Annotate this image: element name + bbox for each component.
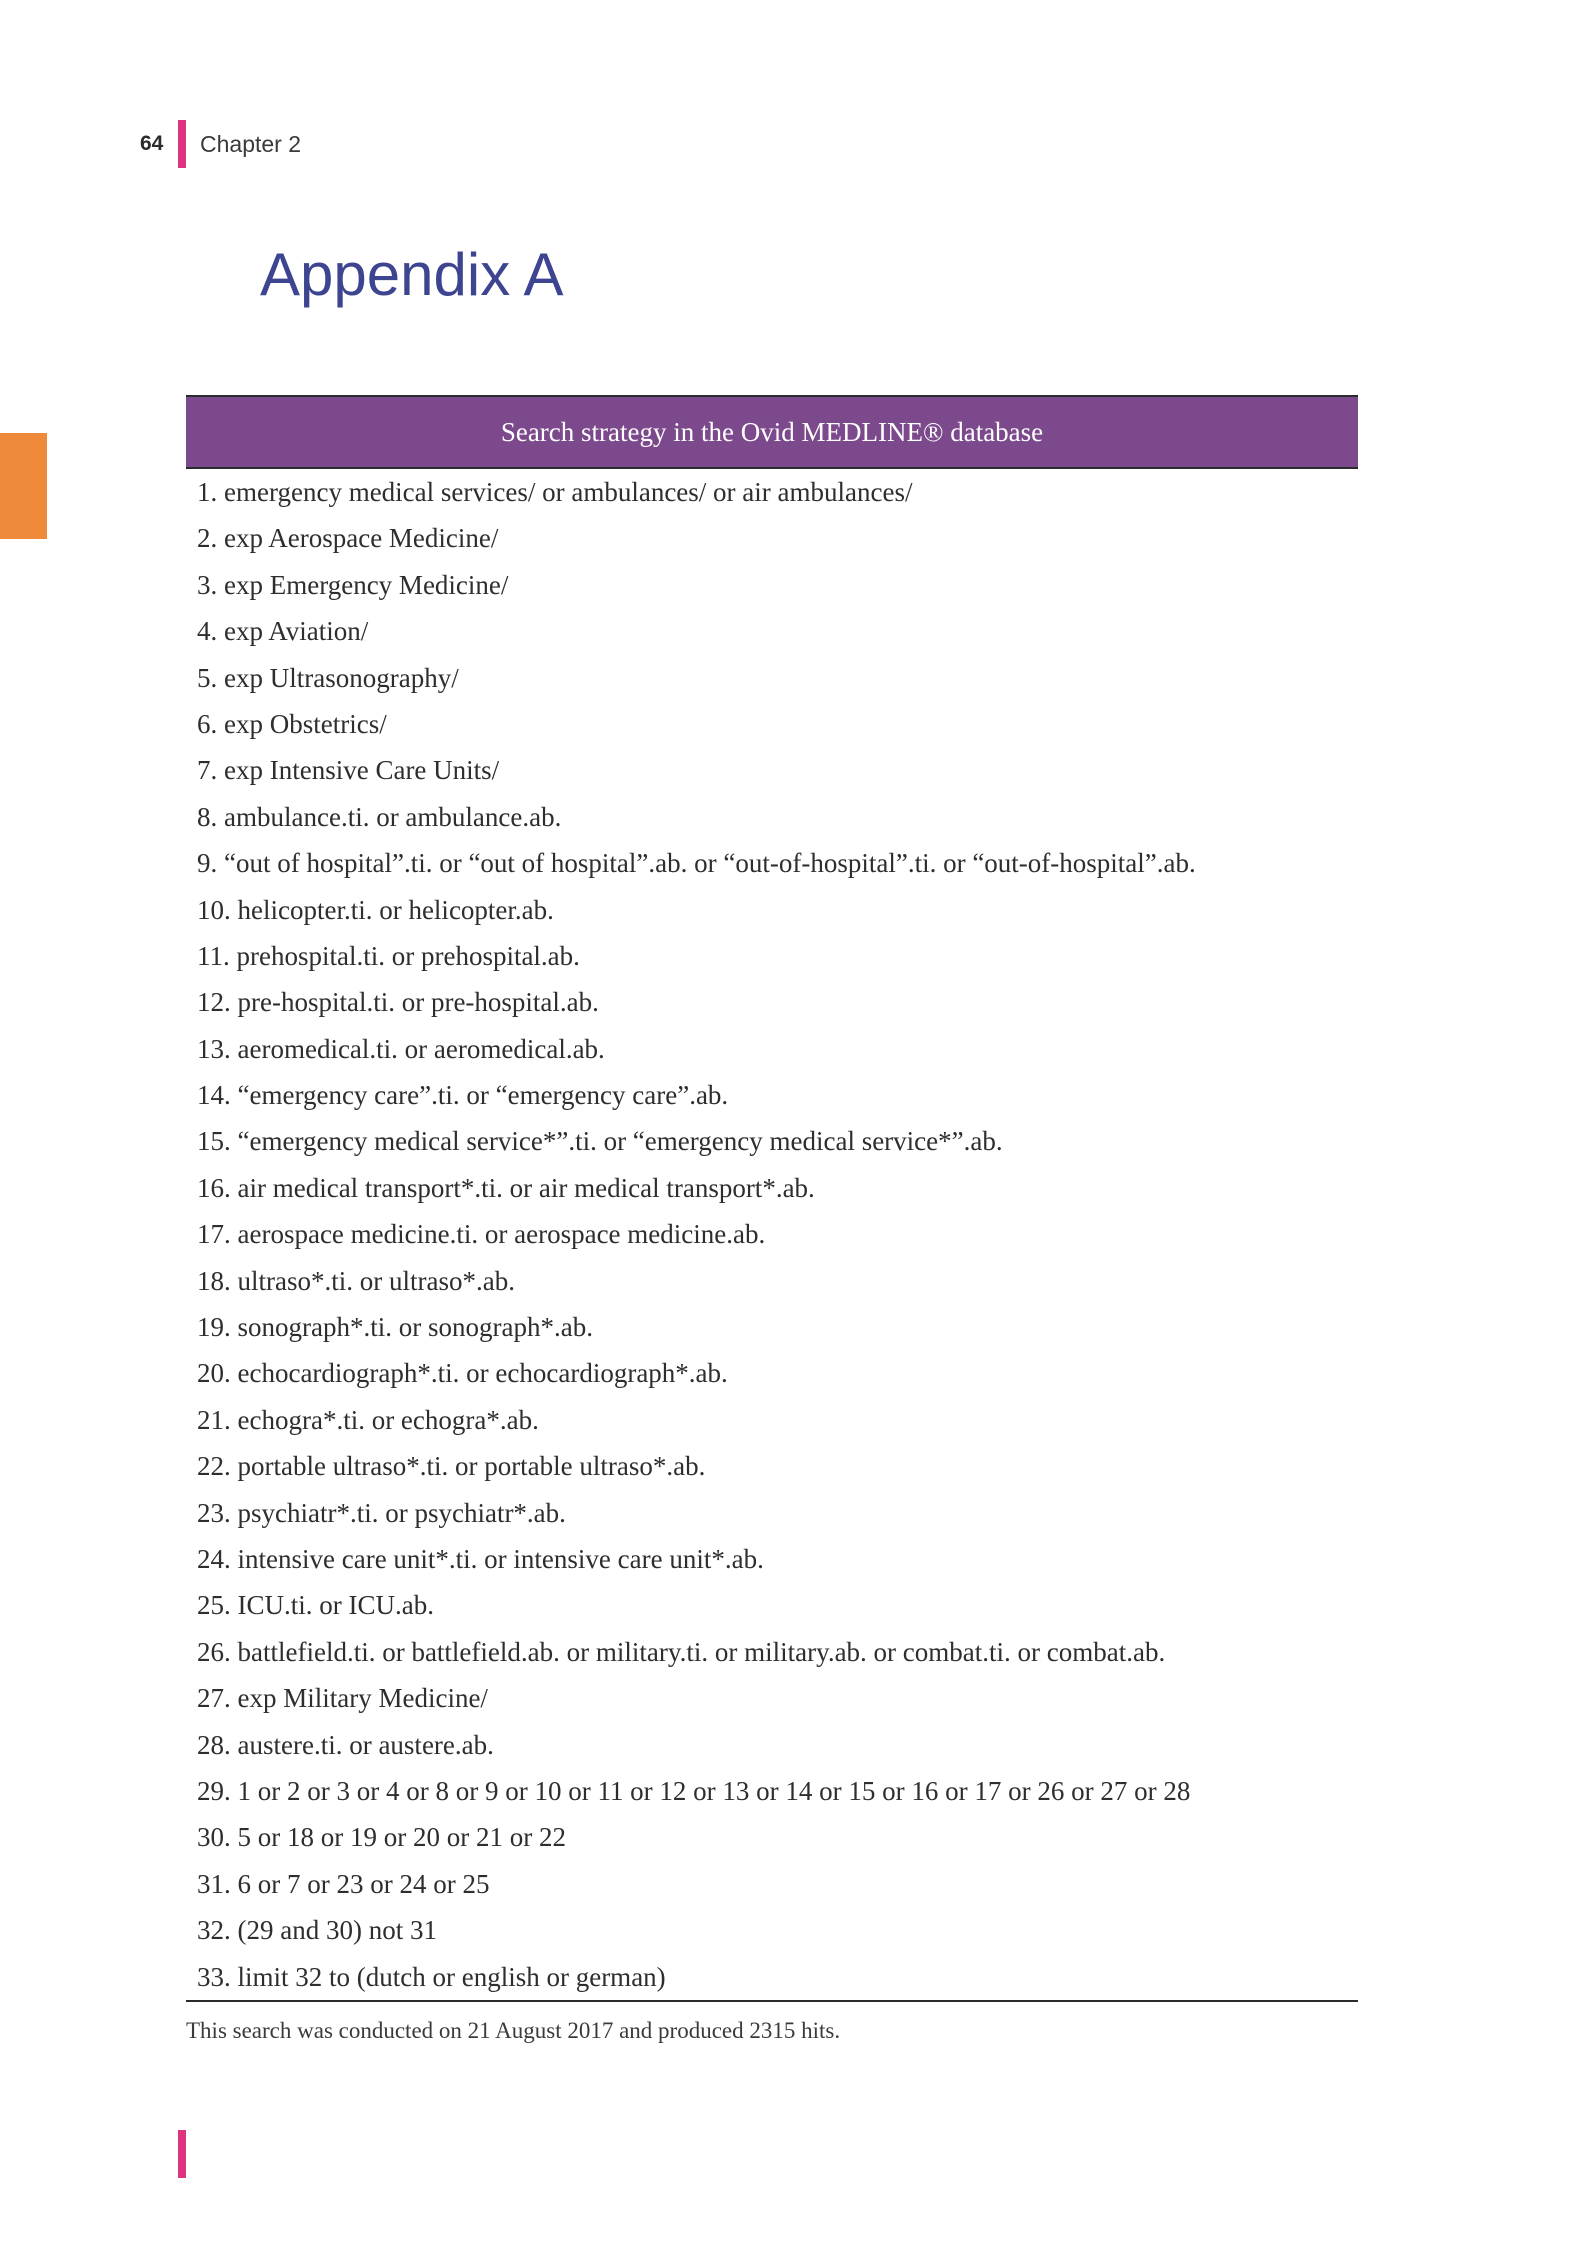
table-row: 20. echocardiograph*.ti. or echocardiograph*.ab. bbox=[197, 1358, 728, 1389]
table-row: 21. echogra*.ti. or echogra*.ab. bbox=[197, 1404, 539, 1435]
table-row: 2. exp Aerospace Medicine/ bbox=[197, 523, 499, 554]
table-row: 33. limit 32 to (dutch or english or german) bbox=[197, 1961, 666, 1992]
table-row: 23. psychiatr*.ti. or psychiatr*.ab. bbox=[197, 1497, 566, 1528]
table-header: Search strategy in the Ovid MEDLINE® database bbox=[186, 397, 1358, 469]
table-row: 14. “emergency care”.ti. or “emergency care”.ab. bbox=[197, 1080, 729, 1111]
table-row: 16. air medical transport*.ti. or air medical transport*.ab. bbox=[197, 1172, 815, 1203]
table-row: 27. exp Military Medicine/ bbox=[197, 1683, 488, 1714]
search-strategy-table bbox=[186, 395, 1358, 2002]
footer-accent-bar bbox=[178, 2130, 186, 2178]
table-bottom-rule bbox=[186, 2000, 1358, 2002]
table-row: 32. (29 and 30) not 31 bbox=[197, 1915, 437, 1946]
table-row: 31. 6 or 7 or 23 or 24 or 25 bbox=[197, 1868, 490, 1899]
table-row: 24. intensive care unit*.ti. or intensive care unit*.ab. bbox=[197, 1543, 764, 1574]
table-row: 29. 1 or 2 or 3 or 4 or 8 or 9 or 10 or 11 or 12 or 13 or 14 or 15 or 16 or 17 or 26 or 27 or 28 bbox=[197, 1775, 1191, 1806]
table-row: 10. helicopter.ti. or helicopter.ab. bbox=[197, 894, 554, 925]
table-row: 12. pre-hospital.ti. or pre-hospital.ab. bbox=[197, 987, 599, 1018]
table-footnote: This search was conducted on 21 August 2017 and produced 2315 hits. bbox=[186, 2018, 841, 2043]
table-row: 26. battlefield.ti. or battlefield.ab. or military.ti. or military.ab. or combat.ti. or combat.ab. bbox=[197, 1636, 1166, 1667]
table-row: 7. exp Intensive Care Units/ bbox=[197, 755, 500, 786]
table-row: 13. aeromedical.ti. or aeromedical.ab. bbox=[197, 1033, 605, 1064]
table-row: 22. portable ultraso*.ti. or portable ultraso*.ab. bbox=[197, 1451, 706, 1482]
table-row: 4. exp Aviation/ bbox=[197, 616, 369, 647]
table-row: 30. 5 or 18 or 19 or 20 or 21 or 22 bbox=[197, 1822, 566, 1853]
table-row: 19. sonograph*.ti. or sonograph*.ab. bbox=[197, 1312, 593, 1343]
search-strategy-list bbox=[186, 469, 1358, 2000]
table-row: 5. exp Ultrasonography/ bbox=[197, 662, 459, 693]
table-row: 17. aerospace medicine.ti. or aerospace medicine.ab. bbox=[197, 1219, 766, 1250]
table-row: 1. emergency medical services/ or ambulances/ or air ambulances/ bbox=[197, 477, 913, 507]
table-row: 18. ultraso*.ti. or ultraso*.ab. bbox=[197, 1265, 515, 1296]
table-row: 25. ICU.ti. or ICU.ab. bbox=[197, 1590, 434, 1621]
table-row: 6. exp Obstetrics/ bbox=[197, 708, 387, 739]
table-row: 28. austere.ti. or austere.ab. bbox=[197, 1729, 494, 1760]
page-number: 64 bbox=[140, 132, 164, 155]
chapter-label: Chapter 2 bbox=[200, 131, 302, 157]
table-row: 9. “out of hospital”.ti. or “out of hospital”.ab. or “out-of-hospital”.ti. or “out-of-hospital”.ab. bbox=[197, 848, 1196, 879]
table-row: 8. ambulance.ti. or ambulance.ab. bbox=[197, 801, 562, 832]
table-row: 15. “emergency medical service*”.ti. or “emergency medical service*”.ab. bbox=[197, 1126, 1003, 1157]
page-title: Appendix A bbox=[260, 241, 564, 308]
table-row: 11. prehospital.ti. or prehospital.ab. bbox=[197, 940, 580, 971]
chapter-side-tab bbox=[0, 433, 47, 539]
table-row: 3. exp Emergency Medicine/ bbox=[197, 569, 509, 600]
header-accent-bar bbox=[178, 120, 186, 168]
